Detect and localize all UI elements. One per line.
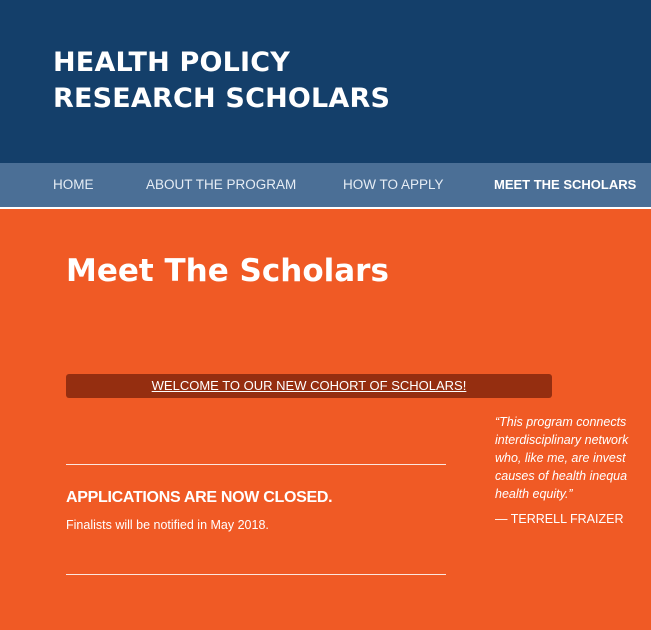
quote-attribution: — TERRELL FRAIZER [495,512,624,526]
divider-bottom [66,574,446,575]
quote-line: causes of health inequa [495,469,628,483]
site-header [0,0,651,163]
nav-item-meet-the-scholars[interactable]: MEET THE SCHOLARS [494,177,637,192]
divider-top [66,464,446,465]
page-title: Meet The Scholars [66,253,389,289]
main-nav [0,163,651,207]
applications-status-note: Finalists will be notified in May 2018. [66,518,269,532]
quote-line: who, like me, are invest [495,451,626,465]
site-title[interactable] [53,45,390,117]
nav-item-how-to-apply[interactable]: HOW TO APPLY [343,177,444,192]
quote-line: interdisciplinary network [495,433,629,447]
quote-line: health equity.” [495,487,573,501]
site-title-line-2[interactable]: RESEARCH SCHOLARS [53,83,391,114]
nav-item-home[interactable]: HOME [53,177,94,192]
quote-line: “This program connects [495,415,627,429]
site-title-line-1[interactable]: HEALTH POLICY [53,47,291,78]
applications-status-heading: APPLICATIONS ARE NOW CLOSED. [66,489,333,506]
nav-item-about-the-program[interactable]: ABOUT THE PROGRAM [146,177,297,192]
welcome-cohort-link[interactable]: WELCOME TO OUR NEW COHORT OF SCHOLARS! [151,378,467,393]
scholar-quote [495,413,651,503]
nav-bottom-border [0,207,651,209]
welcome-banner [66,374,552,398]
